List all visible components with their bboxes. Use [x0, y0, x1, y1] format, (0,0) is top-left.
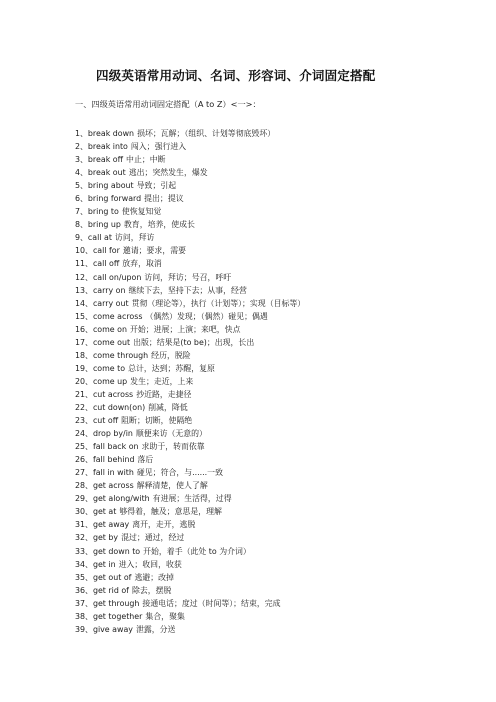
entry-meaning: 碰见；符合，与......一致	[136, 468, 223, 478]
entry-phrase: fall in with	[92, 468, 134, 478]
entry-number: 32、	[75, 533, 93, 543]
entry-meaning: 落后	[137, 455, 154, 465]
entry-phrase: get along/with	[92, 494, 150, 504]
entry-phrase: come to	[92, 363, 126, 373]
entry-meaning: 经历，脱险	[151, 350, 191, 360]
list-item	[75, 545, 305, 558]
list-item	[75, 531, 305, 544]
entry-number: 39、	[75, 624, 93, 634]
entry-meaning: 出版；结果是(to be)；出现，长出	[133, 337, 255, 347]
list-item	[75, 297, 305, 310]
list-item	[75, 192, 305, 205]
entry-meaning: 教育，培养，使成长	[123, 220, 195, 230]
entry-number: 29、	[75, 494, 93, 504]
entry-phrase: drop by/in	[92, 429, 133, 439]
entry-meaning: 开始；进展；上演；来吧，快点	[129, 324, 241, 334]
entry-meaning: 解释清楚，使人了解	[136, 481, 208, 491]
entry-phrase: bring about	[87, 181, 134, 191]
entry-phrase: get rid of	[92, 585, 129, 595]
list-item	[75, 505, 305, 518]
list-item	[75, 362, 305, 375]
entry-number: 22、	[75, 402, 93, 412]
list-item	[75, 401, 305, 414]
entry-meaning: 混过；通过，经过	[121, 533, 185, 543]
list-item	[75, 244, 305, 257]
entry-number: 10、	[75, 246, 93, 256]
list-item	[75, 584, 305, 597]
entry-phrase: call for	[92, 246, 120, 256]
entry-number: 11、	[75, 259, 93, 269]
entry-number: 35、	[75, 572, 93, 582]
entry-meaning: 访问，拜访	[114, 233, 155, 243]
entry-number: 38、	[75, 611, 93, 621]
entry-number: 21、	[75, 389, 93, 399]
entry-phrase: get at	[92, 507, 117, 517]
entry-meaning: 阻断；切断，使隔绝	[121, 416, 193, 426]
list-item	[75, 571, 305, 584]
entry-number: 28、	[75, 481, 93, 491]
entry-phrase: call on/upon	[92, 272, 142, 282]
list-item	[75, 623, 305, 636]
entry-number: 31、	[75, 520, 93, 530]
entry-meaning: 损坏；瓦解；（组织、计划等彻底毁坏）	[137, 129, 276, 138]
entry-phrase: cut down(on)	[92, 402, 146, 412]
entry-meaning: （偶然）发现；（偶然）碰见；偶遇	[145, 311, 268, 321]
entry-phrase: carry out	[92, 298, 129, 308]
entry-number: 34、	[75, 559, 93, 569]
list-item	[75, 453, 305, 466]
list-item	[75, 440, 305, 453]
entry-phrase: cut across	[92, 389, 134, 399]
entry-number: 24、	[75, 429, 93, 439]
entry-number: 1、	[75, 129, 88, 138]
entry-meaning: 提出；提议	[144, 194, 184, 204]
entry-number: 26、	[75, 455, 93, 465]
entry-meaning: 除去，摆脱	[131, 585, 172, 595]
list-item	[75, 179, 305, 192]
list-item	[75, 427, 305, 440]
entry-meaning: 逃出；突然发生，爆发	[128, 168, 208, 178]
entry-phrase: give away	[92, 624, 133, 634]
entry-number: 9、	[75, 233, 88, 243]
entry-phrase: call at	[87, 233, 112, 243]
entry-number: 8、	[75, 220, 88, 230]
entry-number: 2、	[75, 142, 88, 152]
entry-meaning: 贯彻（理论等），执行（计划等）；实现（目标等）	[131, 298, 306, 308]
entry-phrase: get out of	[92, 572, 132, 582]
list-item	[75, 349, 305, 362]
entry-meaning: 接通电话；度过（时间等）；结束，完成	[142, 598, 281, 608]
list-item	[75, 479, 305, 492]
entry-meaning: 使恢复知觉	[121, 207, 162, 217]
entry-number: 17、	[75, 337, 93, 347]
entry-phrase: break down	[87, 129, 135, 138]
list-item	[75, 518, 305, 531]
list-item	[75, 218, 305, 231]
list-item	[75, 558, 305, 571]
entry-phrase: come up	[92, 376, 128, 386]
list-item	[75, 323, 305, 336]
list-item	[75, 375, 305, 388]
entry-phrase: get by	[92, 533, 119, 543]
entry-meaning: 闯入；强行进入	[130, 142, 187, 152]
entry-number: 18、	[75, 350, 93, 360]
entry-phrase: carry on	[92, 285, 126, 295]
entry-number: 33、	[75, 546, 93, 556]
entry-number: 7、	[75, 207, 88, 217]
list-item	[75, 231, 305, 244]
list-item	[75, 284, 305, 297]
section-heading: 一、四级英语常用动词固定搭配（A to Z）<一>：	[75, 99, 261, 109]
page-title: 四级英语常用动词、名词、形容词、介词固定搭配	[96, 68, 376, 83]
entry-meaning: 顺便来访（无意的）	[135, 429, 207, 439]
entry-meaning: 导致；引起	[136, 181, 177, 191]
entry-number: 30、	[75, 507, 93, 517]
list-item	[75, 205, 305, 218]
entry-phrase: get away	[92, 520, 130, 530]
entry-meaning: 访问，拜访；号召，呼吁	[144, 272, 232, 282]
entry-meaning: 继续下去，坚持下去；从事，经营	[128, 285, 247, 295]
entry-phrase: come through	[92, 350, 149, 360]
entry-meaning: 抄近路，走捷径	[136, 389, 192, 399]
entry-meaning: 集合，聚集	[145, 611, 185, 621]
entry-number: 19、	[75, 363, 93, 373]
entry-meaning: 削减，降低	[148, 402, 188, 412]
entry-number: 12、	[75, 272, 93, 282]
list-item	[75, 257, 305, 270]
entry-number: 5、	[75, 181, 88, 191]
list-item	[75, 597, 305, 610]
entry-phrase: come out	[92, 337, 131, 347]
list-item	[75, 310, 305, 323]
entry-phrase: call off	[92, 259, 120, 269]
entry-phrase: come across	[92, 311, 143, 321]
list-item	[75, 271, 305, 284]
entry-number: 20、	[75, 376, 93, 386]
entry-number: 4、	[75, 168, 88, 178]
phrase-list	[75, 127, 305, 636]
entry-meaning: 求助于，转而依靠	[141, 442, 205, 452]
entry-number: 27、	[75, 468, 93, 478]
list-item	[75, 414, 305, 427]
entry-phrase: break off	[87, 155, 124, 165]
entry-meaning: 逃避；改掉	[134, 572, 174, 582]
entry-meaning: 总计，达到；苏醒，复原	[128, 363, 215, 373]
entry-meaning: 进入；收回，收获	[118, 559, 182, 569]
list-item	[75, 610, 305, 623]
entry-meaning: 邀请；要求，需要	[122, 246, 186, 256]
entry-phrase: bring forward	[87, 194, 142, 204]
entry-meaning: 发生；走近，上来	[130, 376, 194, 386]
entry-meaning: 够得着，触及；意思是，理解	[119, 507, 222, 517]
entry-phrase: get in	[92, 559, 116, 569]
entry-meaning: 离开，走开，逃脱	[132, 520, 196, 530]
entry-phrase: get together	[92, 611, 143, 621]
entry-number: 16、	[75, 324, 93, 334]
entry-meaning: 泄露，分送	[135, 624, 176, 634]
entry-number: 15、	[75, 311, 93, 321]
entry-number: 3、	[75, 155, 88, 165]
entry-phrase: fall behind	[92, 455, 135, 465]
entry-number: 36、	[75, 585, 93, 595]
list-item	[75, 388, 305, 401]
list-item	[75, 166, 305, 179]
entry-phrase: break into	[87, 142, 128, 152]
entry-number: 37、	[75, 598, 93, 608]
entry-phrase: bring to	[87, 207, 119, 217]
list-item	[75, 140, 305, 153]
entry-number: 25、	[75, 442, 93, 452]
list-item	[75, 466, 305, 479]
entry-phrase: get down to	[92, 546, 141, 556]
list-item	[75, 153, 305, 166]
entry-meaning: 有进展；生活得，过得	[152, 494, 232, 504]
list-item	[75, 492, 305, 505]
entry-number: 13、	[75, 285, 93, 295]
entry-phrase: break out	[87, 168, 126, 178]
entry-meaning: 放弃，取消	[122, 259, 162, 269]
entry-meaning: 中止；中断	[126, 155, 166, 165]
entry-number: 14、	[75, 298, 93, 308]
list-item	[75, 127, 305, 140]
entry-phrase: fall back on	[92, 442, 139, 452]
list-item	[75, 336, 305, 349]
entry-phrase: get through	[92, 598, 140, 608]
entry-meaning: 开始，着手（此处 to 为介词）	[143, 546, 251, 556]
entry-phrase: cut off	[92, 416, 119, 426]
entry-number: 23、	[75, 416, 93, 426]
entry-number: 6、	[75, 194, 88, 204]
entry-phrase: bring up	[87, 220, 121, 230]
entry-phrase: come on	[92, 324, 127, 334]
entry-phrase: get across	[92, 481, 134, 491]
